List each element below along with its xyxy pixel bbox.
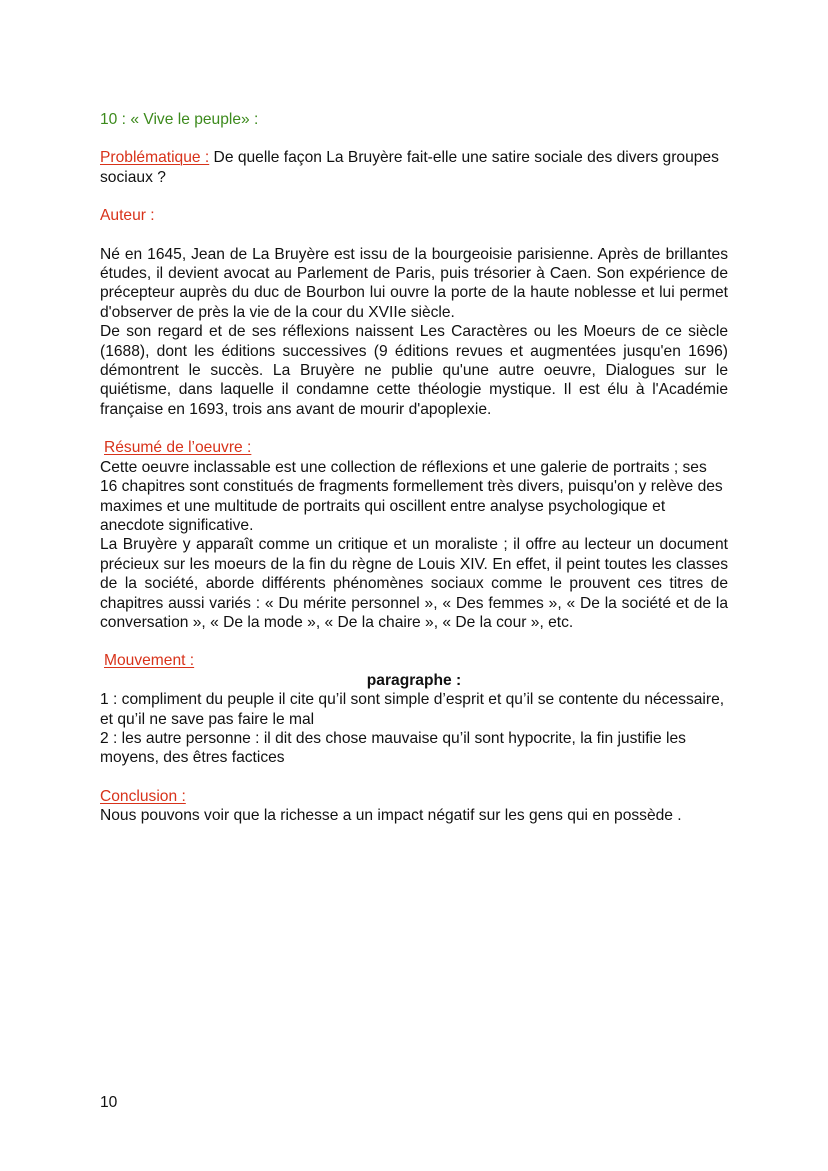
conclusion-label-line — [100, 787, 728, 806]
auteur-paragraph-1: Né en 1645, Jean de La Bruyère est issu de la bourgeoisie parisienne. Après de brillantes études, il devient avocat au Parlement de Paris, puis trésorier à Caen. Son expérience de précepteur auprès du duc de Bourbon lui ouvre la porte de la haute noblesse et lui permet d'observer de près la vie de la cour du XVIIe siècle. — [100, 245, 728, 321]
mouvement-item-1: 1 : compliment du peuple il cite qu’il sont simple d’esprit et qu’il se contente du nécessaire, et qu’il ne save pas faire le mal — [100, 691, 725, 728]
auteur-label: Auteur : — [100, 207, 155, 225]
auteur-paragraph-2: De son regard et de ses réflexions naissent Les Caractères ou les Moeurs de ce siècle (1688), dont les éditions successives (9 éditions revues et augmentées jusqu'en 1696) démontrent le succès. La Bruyère ne publie qu'une autre oeuvre, Dialogues sur le quiétisme, dans laquelle il condamne cette théologie mystique. Il est élu à l'Académie française en 1693, trois ans avant de mourir d'apoplexie. — [100, 323, 728, 418]
problematique-block — [100, 148, 728, 187]
resume-label: Résumé de l’oeuvre : — [104, 439, 252, 457]
mouvement-label-line — [100, 651, 728, 670]
conclusion-label: Conclusion : — [100, 787, 186, 805]
resume-label-line — [100, 438, 728, 457]
resume-paragraph-1: Cette oeuvre inclassable est une collection de réflexions et une galerie de portraits ; ses 16 chapitres sont constitués de fragments formellement très divers, puisqu'on y relève des maximes et une multitude de portraits qui oscillent entre analyse psychologique et anecdote significative. — [100, 458, 723, 534]
conclusion-text: Nous pouvons voir que la richesse a un impact négatif sur les gens qui en possède . — [100, 807, 682, 825]
resume-paragraph-2: La Bruyère y apparaît comme un critique et un moraliste ; il offre au lecteur un document précieux sur les moeurs de la fin du règne de Louis XIV. En effet, il peint toutes les classes de la société, aborde différents phénomènes sociaux comme le prouvent ces titres de chapitres aussi variés : « Du mérite personnel », « Des femmes », « De la société et de la conversation », « De la mode », « De la chaire », « De la cour », etc. — [100, 536, 728, 631]
section-title: 10 : « Vive le peuple» : — [100, 111, 259, 128]
problematique-text: De quelle façon La Bruyère fait-elle une satire sociale des divers groupes sociaux ? — [100, 149, 719, 186]
document-content — [100, 110, 728, 826]
problematique-label: Problématique : — [100, 149, 210, 167]
mouvement-item-2: 2 : les autre personne : il dit des chose mauvaise qu’il sont hypocrite, la fin justifie les moyens, des êtres factices — [100, 729, 686, 767]
mouvement-label: Mouvement : — [104, 652, 195, 670]
page-number: 10 — [100, 1094, 118, 1111]
mouvement-heading: paragraphe : — [366, 671, 462, 689]
